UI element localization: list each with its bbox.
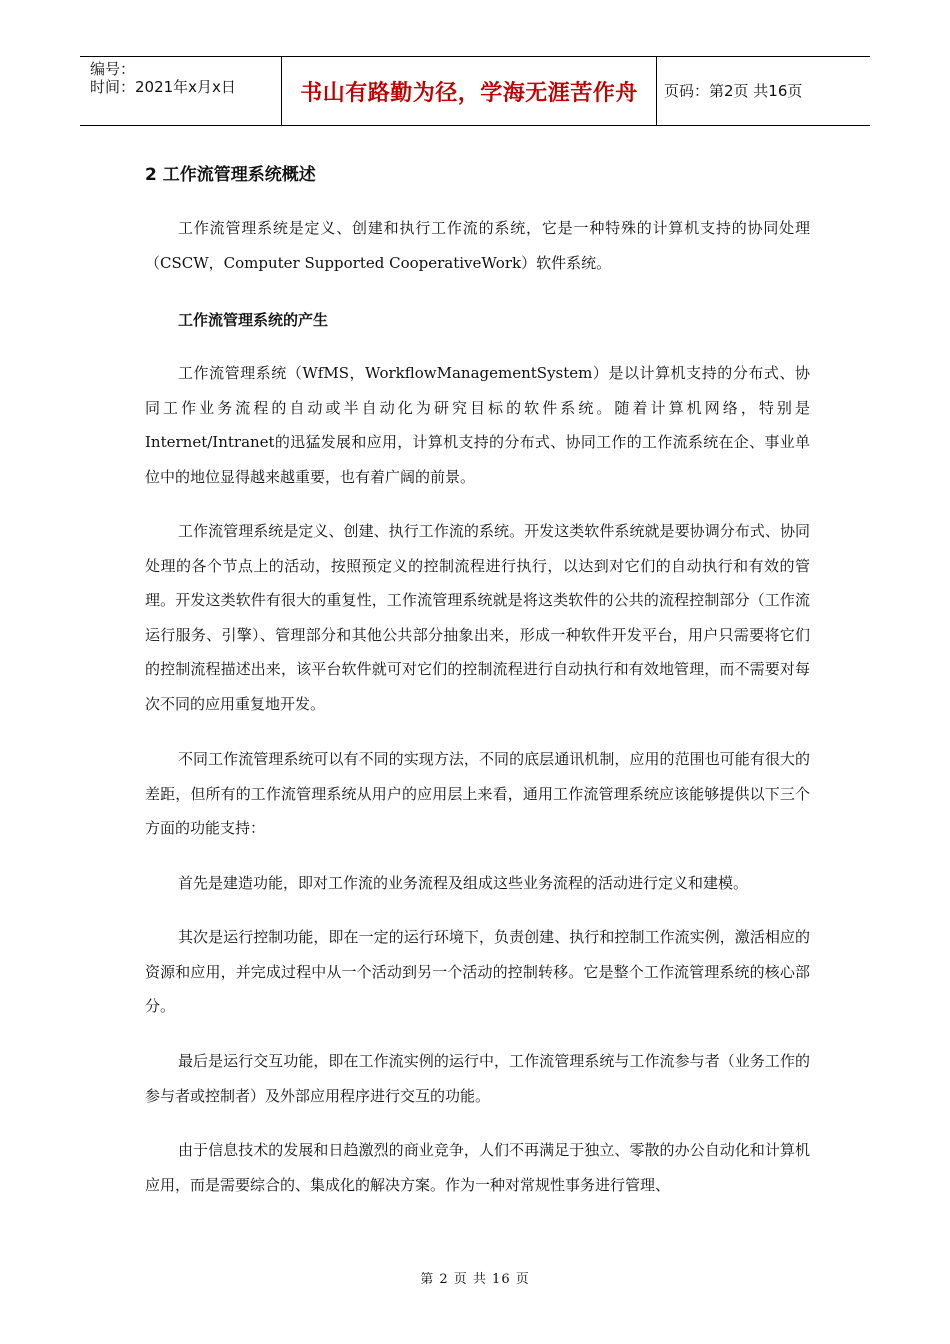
header-page-cell	[656, 57, 870, 125]
header-motto-cell	[281, 57, 657, 125]
header-motto: 书山有路勤为径，学海无涯苦作舟	[300, 80, 638, 106]
subsection-title: 工作流管理系统的产生	[178, 311, 329, 329]
paragraph-definition: 工作流管理系统是定义、创建、执行工作流的系统。开发这类软件系统就是要协调分布式、协同处理的各个节点上的活动，按照预定义的控制流程进行执行，以达到对它们的自动执行和有效的管理。开发这类软件有很大的重复性，工作流管理系统就是将这类软件的公共的流程控制部分（工作流运行服务、引擎）、管理部分和其他公共部分抽象出来，形成一种软件开发平台，用户只需要将它们的控制流程描述出来，该平台软件就可对它们的控制流程进行自动执行和有效地管理，而不需要对每次不同的应用重复地开发。	[145, 522, 810, 713]
section-title: 2 工作流管理系统概述	[145, 165, 316, 185]
header-page-indicator: 页码：第2页 共16页	[664, 82, 803, 100]
paragraph-origin: 工作流管理系统（WfMS，WorkflowManagementSystem）是以计算机支持的分布式、协同工作业务流程的自动或半自动化为研究目标的软件系统。随着计算机网络，特别是Internet/Intranet的迅猛发展和应用，计算机支持的分布式、协同工作的工作流系统在企、事业单位中的地位显得越来越重要，也有着广阔的前景。	[145, 364, 810, 486]
paragraph-build-function: 首先是建造功能，即对工作流的业务流程及组成这些业务流程的活动进行定义和建模。	[178, 874, 749, 892]
page-header	[80, 56, 870, 126]
paragraph-runtime-interaction: 最后是运行交互功能，即在工作流实例的运行中，工作流管理系统与工作流参与者（业务工作的参与者或控制者）及外部应用程序进行交互的功能。	[145, 1052, 810, 1105]
paragraph-intro: 工作流管理系统是定义、创建和执行工作流的系统，它是一种特殊的计算机支持的协同处理（CSCW，Computer Supported CooperativeWork）软件系统。	[145, 219, 810, 272]
document-number-label: 编号：	[90, 60, 136, 78]
page-footer: 第 2 页 共 16 页	[420, 1272, 530, 1287]
header-meta-cell	[80, 57, 280, 125]
paragraph-background: 由于信息技术的发展和日趋激烈的商业竞争，人们不再满足于独立、零散的办公自动化和计算机应用，而是需要综合的、集成化的解决方案。作为一种对常规性事务进行管理、	[145, 1141, 810, 1194]
document-date-label: 时间：2021年x月x日	[90, 78, 236, 96]
paragraph-runtime-control: 其次是运行控制功能，即在一定的运行环境下，负责创建、执行和控制工作流实例，激活相应的资源和应用，并完成过程中从一个活动到另一个活动的控制转移。它是整个工作流管理系统的核心部分。	[145, 928, 810, 1015]
paragraph-differences: 不同工作流管理系统可以有不同的实现方法，不同的底层通讯机制，应用的范围也可能有很大的差距，但所有的工作流管理系统从用户的应用层上来看，通用工作流管理系统应该能够提供以下三个方面的功能支持：	[145, 750, 810, 837]
